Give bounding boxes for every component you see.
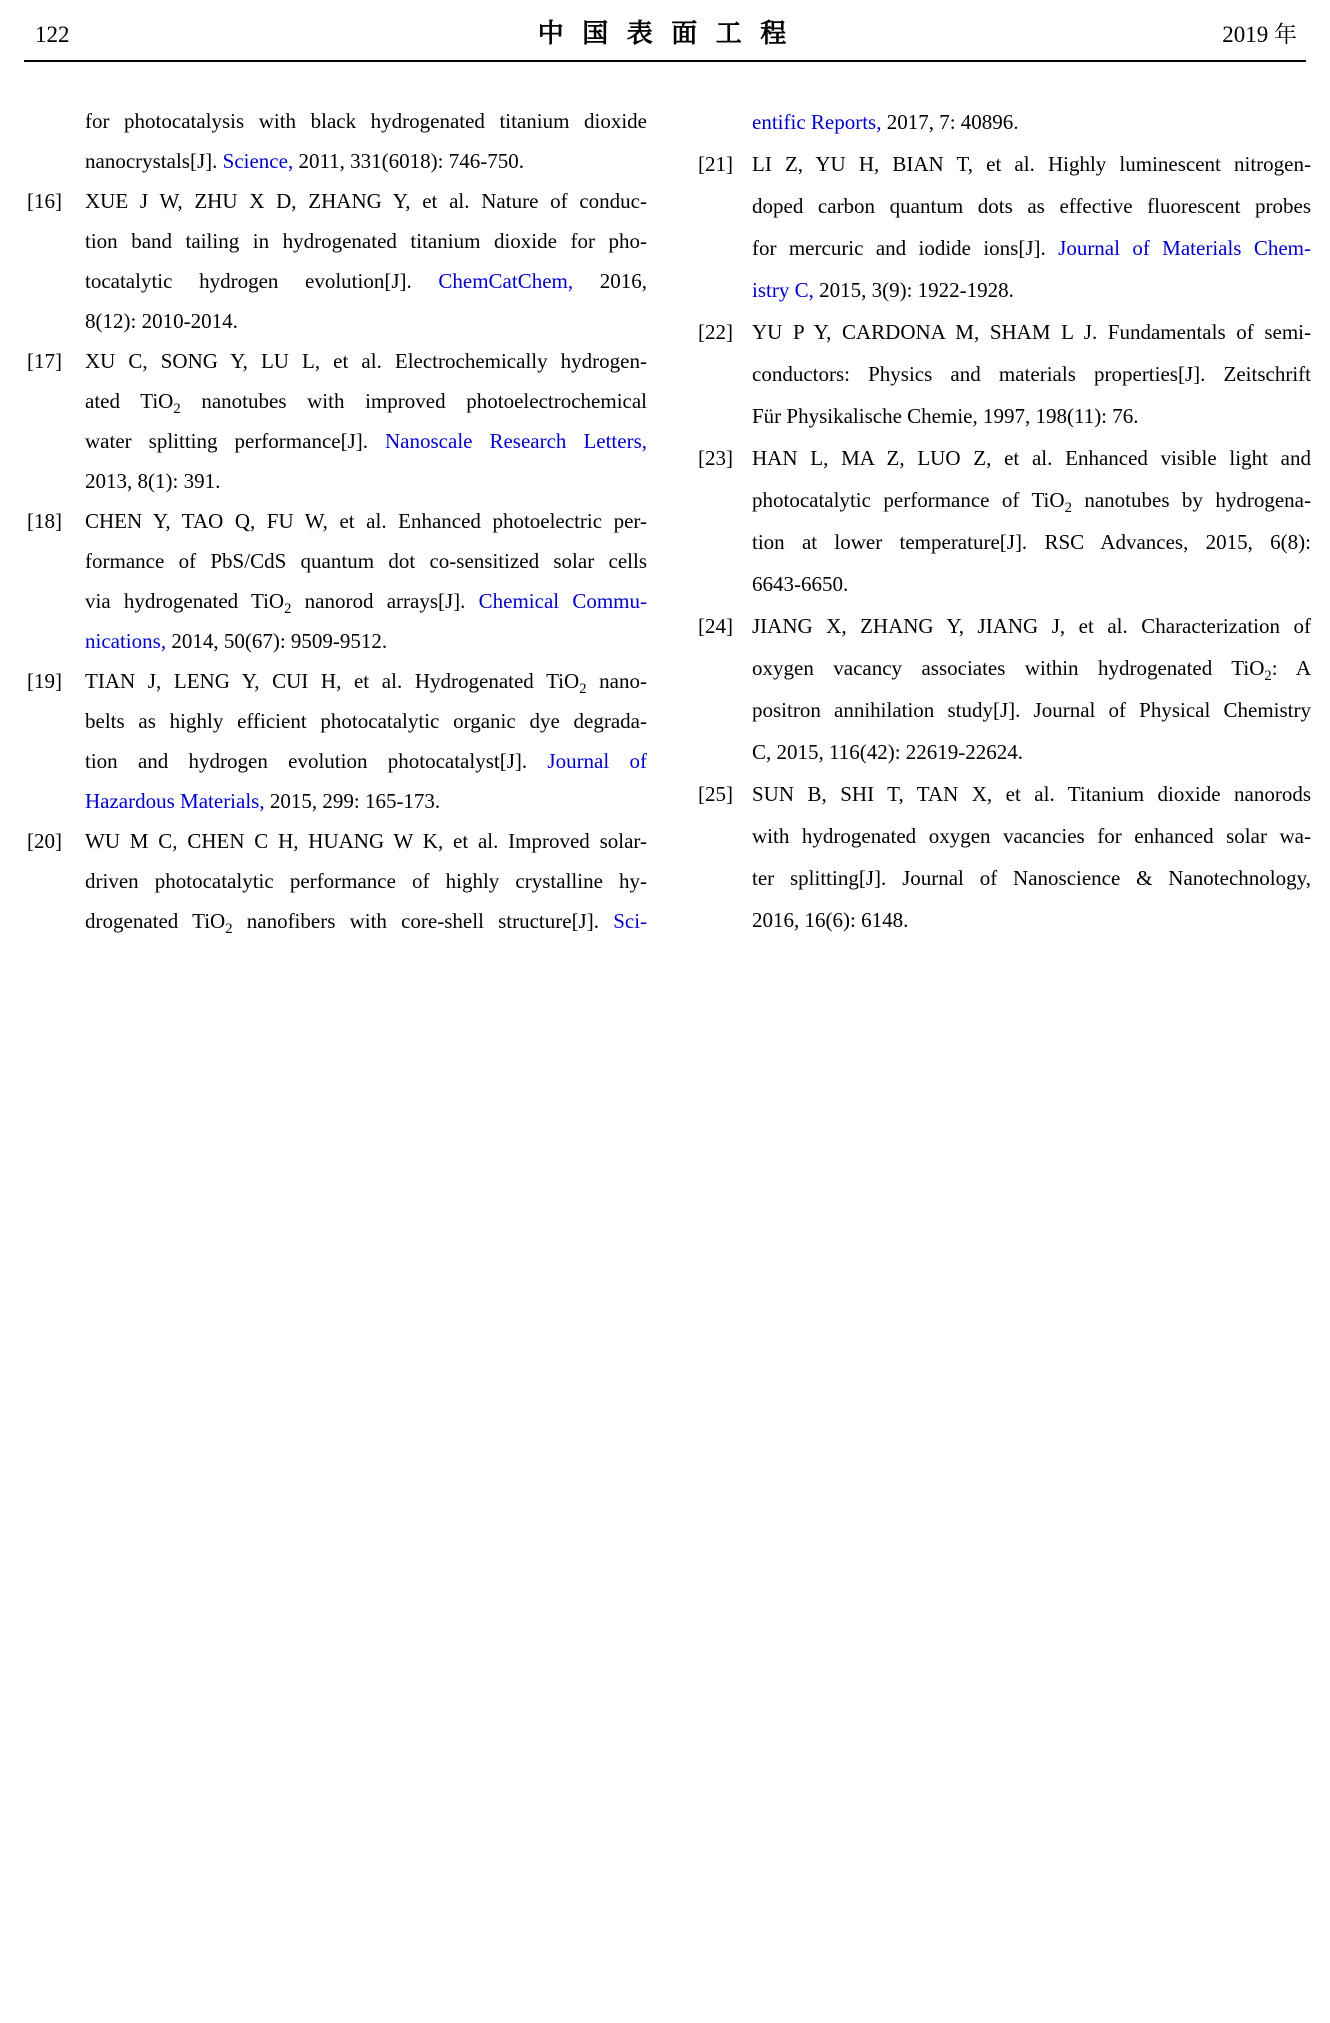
reference-line <box>85 101 647 141</box>
reference-line <box>752 395 1311 437</box>
reference-line <box>85 661 647 701</box>
reference-item <box>27 341 647 501</box>
reference-line <box>85 381 647 421</box>
reference-line <box>85 861 647 901</box>
journal-link[interactable]: entific Reports, <box>752 110 882 134</box>
reference-number: [25] <box>698 782 733 806</box>
reference-number: [17] <box>27 349 62 373</box>
reference-text: 2 <box>225 921 233 938</box>
reference-item <box>698 143 1311 311</box>
reference-line <box>85 541 647 581</box>
journal-link[interactable]: ChemCatChem, <box>438 269 574 293</box>
reference-number: [19] <box>27 669 62 693</box>
reference-line <box>752 773 1311 815</box>
reference-text: with hydrogenated oxygen vacancies for enhanced solar wa- <box>752 824 1311 848</box>
reference-item <box>698 773 1311 941</box>
reference-text: Für Physikalische Chemie, 1997, 198(11): 76. <box>752 404 1139 428</box>
reference-text: 2 <box>284 601 292 618</box>
reference-text: 2016, 16(6): 6148. <box>752 908 909 932</box>
reference-line <box>85 901 647 941</box>
reference-text: nanocrystals[J]. <box>85 149 223 173</box>
reference-text: WU M C, CHEN C H, HUANG W K, et al. Improved solar- <box>85 829 647 853</box>
reference-line <box>752 815 1311 857</box>
reference-text: via hydrogenated TiO <box>85 589 285 613</box>
journal-link[interactable]: Sci- <box>613 909 648 933</box>
reference-item <box>698 605 1311 773</box>
journal-link[interactable]: Journal of Materials Chem- <box>1058 236 1311 260</box>
reference-text: 2017, 7: 40896. <box>881 110 1019 134</box>
reference-line <box>85 181 647 221</box>
reference-text: XU C, SONG Y, LU L, et al. Electrochemically hydrogen- <box>85 349 647 373</box>
reference-text: TIAN J, LENG Y, CUI H, et al. Hydrogenated TiO <box>85 669 580 693</box>
reference-line <box>85 741 647 781</box>
reference-text: nanofibers with core-shell structure[J]. <box>232 909 614 933</box>
reference-line <box>85 221 647 261</box>
reference-text: 2 <box>579 681 587 698</box>
reference-text: XUE J W, ZHU X D, ZHANG Y, et al. Nature of conduc- <box>85 189 647 213</box>
reference-text: 2015, 3(9): 1922-1928. <box>813 278 1014 302</box>
reference-text: YU P Y, CARDONA M, SHAM L J. Fundamentals of semi- <box>752 320 1311 344</box>
reference-item <box>27 101 647 181</box>
reference-line <box>85 501 647 541</box>
reference-line <box>752 101 1311 143</box>
reference-text: driven photocatalytic performance of highly crystalline hy- <box>85 869 647 893</box>
reference-text: nanorod arrays[J]. <box>291 589 479 613</box>
reference-item <box>27 821 647 941</box>
reference-line <box>85 461 647 501</box>
reference-text: CHEN Y, TAO Q, FU W, et al. Enhanced photoelectric per- <box>85 509 647 533</box>
header-rule <box>24 60 1306 62</box>
reference-item <box>27 181 647 341</box>
reference-line <box>752 521 1311 563</box>
reference-text: 8(12): 2010-2014. <box>85 309 238 333</box>
reference-text: for mercuric and iodide ions[J]. <box>752 236 1059 260</box>
reference-text: C, 2015, 116(42): 22619-22624. <box>752 740 1024 764</box>
reference-line <box>752 269 1311 311</box>
reference-line <box>752 899 1311 941</box>
reference-line <box>85 821 647 861</box>
reference-text: tion band tailing in hydrogenated titanium dioxide for pho- <box>85 229 647 253</box>
reference-number: [21] <box>698 152 733 176</box>
reference-line <box>752 563 1311 605</box>
reference-text: 2011, 331(6018): 746-750. <box>293 149 524 173</box>
reference-text: tion at lower temperature[J]. RSC Advances, 2015, 6(8): <box>752 530 1311 554</box>
reference-text: HAN L, MA Z, LUO Z, et al. Enhanced visible light and <box>752 446 1311 470</box>
reference-text: drogenated TiO <box>85 909 226 933</box>
reference-number: [18] <box>27 509 62 533</box>
journal-link[interactable]: Hazardous Materials, <box>85 789 265 813</box>
reference-line <box>752 647 1311 689</box>
reference-line <box>752 857 1311 899</box>
reference-line <box>85 581 647 621</box>
reference-line <box>752 185 1311 227</box>
reference-item <box>698 101 1311 143</box>
reference-line <box>752 311 1311 353</box>
reference-text: tocatalytic hydrogen evolution[J]. <box>85 269 439 293</box>
reference-text: JIANG X, ZHANG Y, JIANG J, et al. Characterization of <box>752 614 1311 638</box>
reference-number: [20] <box>27 829 62 853</box>
reference-line <box>85 421 647 461</box>
reference-text: water splitting performance[J]. <box>85 429 386 453</box>
reference-text: formance of PbS/CdS quantum dot co-sensitized solar cells <box>85 549 647 573</box>
reference-line <box>752 689 1311 731</box>
reference-text: nanotubes with improved photoelectrochemical <box>180 389 647 413</box>
reference-text: 2013, 8(1): 391. <box>85 469 221 493</box>
journal-title: 中 国 表 面 工 程 <box>537 19 793 48</box>
journal-link[interactable]: Nanoscale Research Letters, <box>385 429 647 453</box>
references-column-right <box>698 101 1311 941</box>
reference-text: 2 <box>173 401 181 418</box>
reference-item <box>698 437 1311 605</box>
page-number: 122 <box>35 22 70 47</box>
reference-text: doped carbon quantum dots as effective fluorescent probes <box>752 194 1311 218</box>
journal-link[interactable]: Journal of <box>547 749 647 773</box>
reference-text: oxygen vacancy associates within hydrogenated TiO <box>752 656 1265 680</box>
reference-line <box>85 141 647 181</box>
reference-number: [16] <box>27 189 62 213</box>
reference-text: positron annihilation study[J]. Journal of Physical Chemistry <box>752 698 1311 722</box>
journal-link[interactable]: nications, <box>85 629 167 653</box>
reference-text: tion and hydrogen evolution photocatalyst[J]. <box>85 749 548 773</box>
year-label: 2019 年 <box>1222 22 1297 47</box>
reference-item <box>27 501 647 661</box>
reference-line <box>85 781 647 821</box>
reference-item <box>27 661 647 821</box>
reference-text: photocatalytic performance of TiO <box>752 488 1065 512</box>
reference-line <box>752 227 1311 269</box>
references-column-left <box>27 101 647 941</box>
reference-line <box>752 143 1311 185</box>
reference-line <box>752 353 1311 395</box>
reference-text: 2 <box>1064 500 1072 517</box>
reference-line <box>85 341 647 381</box>
reference-number: [22] <box>698 320 733 344</box>
reference-line <box>752 479 1311 521</box>
reference-text: 2 <box>1264 668 1272 685</box>
reference-number: [24] <box>698 614 733 638</box>
reference-line <box>752 437 1311 479</box>
reference-line <box>85 261 647 301</box>
reference-line <box>752 731 1311 773</box>
reference-line <box>85 621 647 661</box>
journal-link[interactable]: Chemical Commu- <box>478 589 647 613</box>
reference-text: LI Z, YU H, BIAN T, et al. Highly luminescent nitrogen- <box>752 152 1311 176</box>
reference-text: ter splitting[J]. Journal of Nanoscience & Nanotechnology, <box>752 866 1311 890</box>
reference-text: SUN B, SHI T, TAN X, et al. Titanium dioxide nanorods <box>752 782 1311 806</box>
reference-line <box>85 301 647 341</box>
reference-text: belts as highly efficient photocatalytic organic dye degrada- <box>85 709 647 733</box>
reference-text: conductors: Physics and materials properties[J]. Zeitschrift <box>752 362 1311 386</box>
journal-link[interactable]: istry C, <box>752 278 814 302</box>
reference-number: [23] <box>698 446 733 470</box>
reference-line <box>752 605 1311 647</box>
reference-text: nano- <box>586 669 647 693</box>
reference-text: 6643-6650. <box>752 572 849 596</box>
reference-text: ated TiO <box>85 389 174 413</box>
journal-link[interactable]: Science, <box>222 149 294 173</box>
reference-item <box>698 311 1311 437</box>
reference-text: 2015, 299: 165-173. <box>264 789 441 813</box>
reference-text: 2016, <box>573 269 647 293</box>
reference-line <box>85 701 647 741</box>
reference-text: : A <box>1271 656 1312 680</box>
reference-text: nanotubes by hydrogena- <box>1071 488 1311 512</box>
reference-text: 2014, 50(67): 9509-9512. <box>166 629 388 653</box>
reference-text: for photocatalysis with black hydrogenated titanium dioxide <box>85 109 647 133</box>
